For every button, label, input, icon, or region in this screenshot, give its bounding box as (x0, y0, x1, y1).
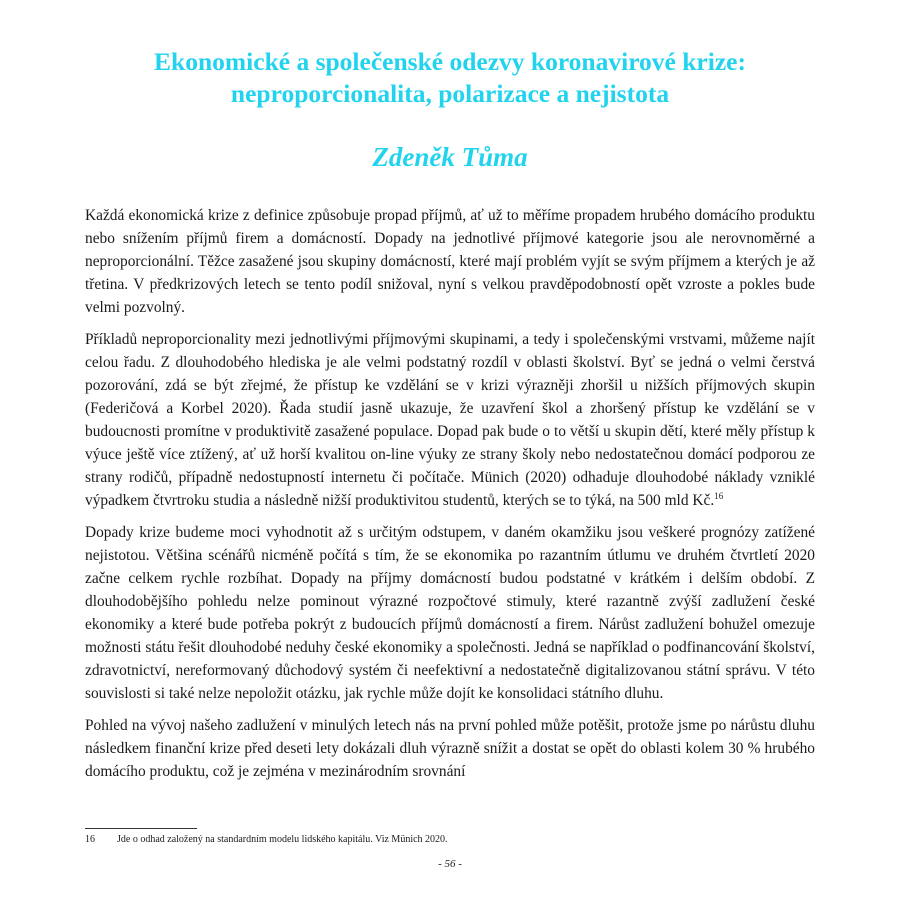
paragraph-3-text: Dopady krize budeme moci vyhodnotit až s určitým odstupem, v daném okamžiku jsou veškeré prognózy zatížené nejistotou. Většina scénářů nicméně počítá s tím, že se ekonomika po razantním útlumu ve druhém čtvrtletí 2020 začne celkem rychle rozbíhat. Dopady na příjmy domácností budou podstatné v krátkém i delším období. Z dlouhodobějšího pohledu nelze pominout výrazné rozpočtové stimuly, které razantně zvýší zadlužení české ekonomiky a které bude potřeba pokrýt z budoucích příjmů domácností a firem. Nárůst zadlužení bohužel omezuje možnosti státu řešit dlouhodobé neduhy české ekonomiky a společnosti. Jedná se například o podfinancování školství, zdravotnictví, nereformovaný důchodový systém či neefektivní a nedostatečně digitalizovanou státní správu. V této souvislosti si také nelze nepoložit otázku, jak rychle může dojít ke konsolidaci státního dluhu. (85, 524, 815, 702)
paragraph-2-text: Příkladů neproporcionality mezi jednotlivými příjmovými skupinami, a tedy i společenskými vrstvami, můžeme najít celou řadu. Z dlouhodobého hlediska je ale velmi podstatný rozdíl v oblasti školství. Byť se jedná o velmi čerstvá pozorování, zdá se být zřejmé, že přístup ke vzdělání se v krizi výrazněji zhoršil u nižších příjmových skupin (Federičová a Korbel 2020). Řada studií jasně ukazuje, že uzavření škol a zhoršený přístup ke vzdělání se v budoucnosti promítne v produktivitě zasažené populace. Dopad pak bude o to větší u skupin dětí, které měly přístup k výuce ještě více ztížený, ať už horší kvalitou on-line výuky ze strany školy nebo nedostatečnou domácí podporou ze strany rodičů, případně nedostupností internetu či počítače. Münich (2020) odhaduje dlouhodobé náklady vzniklé výpadkem čtvrtroku studia a následně nižší produktivitou studentů, kterých se to týká, na 500 mld Kč. (85, 331, 815, 509)
paragraph-4-text: Pohled na vývoj našeho zadlužení v minulých letech nás na první pohled může potěšit, protože jsme po nárůstu dluhu následkem finanční krize před deseti lety dokázali dluh výrazně snížit a dostat se opět do oblasti kolem 30 % hrubého domácího produktu, což je zejména v mezinárodním srovnání (85, 717, 815, 780)
paragraph-3 (85, 521, 815, 705)
footnote (85, 833, 815, 847)
title-line-2: neproporcionalita, polarizace a nejistota (230, 79, 670, 108)
paragraph-1 (85, 204, 815, 319)
document-title (85, 46, 815, 110)
page-number: - 56 - (438, 858, 462, 870)
footnote-reference[interactable]: 16 (714, 490, 724, 501)
paragraph-4 (85, 714, 815, 783)
paragraph-1-text: Každá ekonomická krize z definice způsobuje propad příjmů, ať už to měříme propadem hrubého domácího produktu nebo snížením příjmů firem a domácností. Dopady na jednotlivé příjmové kategorie jsou ale nerovnoměrné a neproporcionální. Těžce zasažené jsou skupiny domácností, které mají problém vyjít se svým příjmem a kterých je až třetina. V předkrizových letech se tento podíl snižoval, nyní s velkou pravděpodobností opět vzroste a pokles bude velmi pozvolný. (85, 207, 815, 316)
footnote-text: Jde o odhad založený na standardním modelu lidského kapitálu. Viz Münich 2020. (117, 834, 448, 845)
body-text (85, 204, 815, 792)
title-line-1: Ekonomické a společenské odezvy koronavirové krize: (154, 47, 746, 76)
footnote-divider (85, 828, 197, 829)
author-name: Zdeněk Tůma (372, 142, 528, 172)
footnote-number: 16 (85, 834, 95, 845)
paragraph-2 (85, 328, 815, 512)
